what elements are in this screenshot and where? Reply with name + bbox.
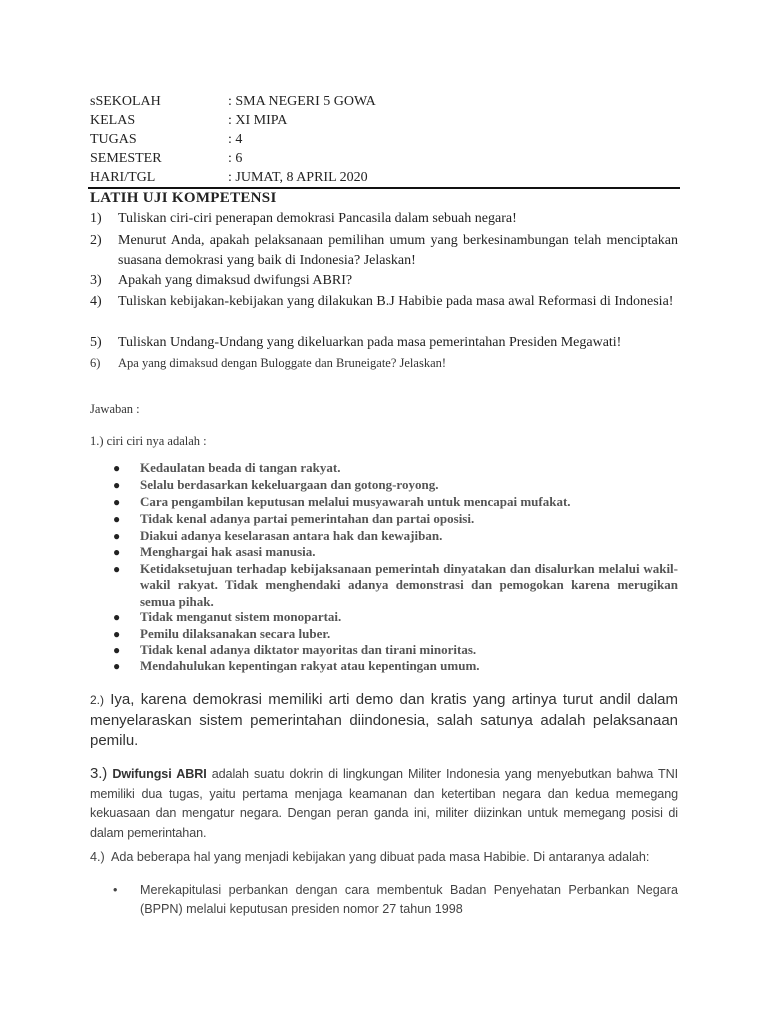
header-value: : XI MIPA [228,113,288,128]
bullet-icon: ● [113,478,121,492]
answer-item-text: Mendahulukan kepentingan rakyat atau kepentingan umum. [140,658,480,673]
answer-1-item [113,626,678,642]
answer-1-item [113,658,678,674]
answer-1-item [113,642,678,658]
header-label: TUGAS [90,132,137,147]
header-label: sSEKOLAH [90,94,161,109]
bullet-icon: • [113,883,118,897]
question-text: Apa yang dimaksud dengan Buloggate dan Bruneigate? Jelaskan! [118,356,447,370]
answer-text: Iya, karena demokrasi memiliki arti demo dan kratis yang artinya turut andil dalam menyelaraskan sistem pemerintahan diindonesia, salah satunya adalah pelaksanaan pemilu. [90,691,678,749]
question-text: Tuliskan ciri-ciri penerapan demokrasi Pancasila dalam sebuah negara! [118,211,517,226]
bullet-icon: ● [113,627,121,641]
answer-item-text: Diakui adanya keselarasan antara hak dan kewajiban. [140,528,443,543]
question-number: 2) [90,233,102,248]
answer-2 [90,690,678,752]
answer-item-text: Kedaulatan beada di tangan rakyat. [140,460,341,475]
answer-item-text: Tidak menganut sistem monopartai. [140,609,342,624]
bullet-icon: ● [113,495,121,509]
answer-number: 2.) [90,693,105,707]
question-number: 1) [90,211,102,226]
answer-1-item [113,561,678,610]
bullet-icon: ● [113,461,121,475]
divider [88,187,680,189]
header-value: : SMA NEGERI 5 GOWA [228,94,376,109]
bullet-icon: ● [113,659,121,673]
answer-item-text: Cara pengambilan keputusan melalui musyawarah untuk mencapai mufakat. [140,494,571,509]
question-number: 5) [90,335,102,350]
bullet-icon: ● [113,512,121,526]
header-label: SEMESTER [90,151,162,166]
question-2 [90,231,678,271]
bullet-icon: ● [113,562,121,576]
question-3 [90,271,678,291]
answer-item-text: Ketidaksetujuan terhadap kebijaksanaan pemerintah dinyatakan dan disalurkan melalui wakil-wakil rakyat. Tidak menghendaki adanya demonstrasi dan pemogokan karena merugikan semua pihak. [140,561,678,609]
answer-term: Dwifungsi ABRI [112,767,207,781]
answer-item-text: Pemilu dilaksanakan secara luber. [140,626,331,641]
bullet-icon: ● [113,529,121,543]
answer-1-item [113,460,678,476]
bullet-icon: ● [113,610,121,624]
answer-3 [90,764,678,843]
question-5 [90,333,678,353]
answer-1-item [113,544,678,560]
section-title: LATIH UJI KOMPETENSI [90,190,277,206]
question-number: 6) [90,356,101,370]
question-6 [90,353,678,373]
answer-1-item [113,494,678,510]
answer-1-intro: 1.) ciri ciri nya adalah : [90,434,207,448]
answer-1-item [113,528,678,544]
answer-item-text: Tidak kenal adanya partai pemerintahan dan partai oposisi. [140,511,475,526]
question-number: 3) [90,273,102,288]
question-text: Menurut Anda, apakah pelaksanaan pemilihan umum yang berkesinambungan telah menciptakan suasana demokrasi yang baik di Indonesia? Jelaskan! [118,233,678,268]
question-text: Tuliskan Undang-Undang yang dikeluarkan pada masa pemerintahan Presiden Megawati! [118,335,622,350]
header-label: KELAS [90,113,136,128]
question-1 [90,209,678,229]
answer-4-item [113,881,678,919]
answer-number: 3.) [90,765,108,782]
header-value: : 6 [228,151,243,166]
answer-item-text: Tidak kenal adanya diktator mayoritas dan tirani minoritas. [140,642,477,657]
answer-4-intro: 4.) Ada beberapa hal yang menjadi kebijakan yang dibuat pada masa Habibie. Di antaranya adalah: [90,850,650,864]
bullet-icon: ● [113,545,121,559]
header-label: HARI/TGL [90,170,156,185]
answer-item-text: Merekapitulasi perbankan dengan cara membentuk Badan Penyehatan Perbankan Negara (BPPN) melalui keputusan presiden nomor 27 tahun 1998 [140,883,678,916]
answer-item-text: Selalu berdasarkan kekeluargaan dan gotong-royong. [140,477,439,492]
answer-item-text: Menghargai hak asasi manusia. [140,544,316,559]
header-value: : JUMAT, 8 APRIL 2020 [228,170,368,185]
answer-1-item [113,511,678,527]
answer-1-item [113,609,678,625]
question-4 [90,292,678,312]
question-text: Tuliskan kebijakan-kebijakan yang dilakukan B.J Habibie pada masa awal Reformasi di Indonesia! [118,294,674,309]
question-number: 4) [90,294,102,309]
answer-text: adalah suatu dokrin di lingkungan Militer Indonesia yang menyebutkan bahwa TNI memiliki dua tugas, yaitu pertama menjaga keamanan dan ketertiban negara dan kedua memegang kekuasaan dan mengatur negara. Dengan peran ganda ini, militer diizinkan untuk memegang posisi di dalam pemerintahan. [90,767,678,840]
answers-heading: Jawaban : [90,402,140,416]
answer-1-item [113,477,678,493]
header-value: : 4 [228,132,243,147]
bullet-icon: ● [113,643,121,657]
question-text: Apakah yang dimaksud dwifungsi ABRI? [118,273,353,288]
